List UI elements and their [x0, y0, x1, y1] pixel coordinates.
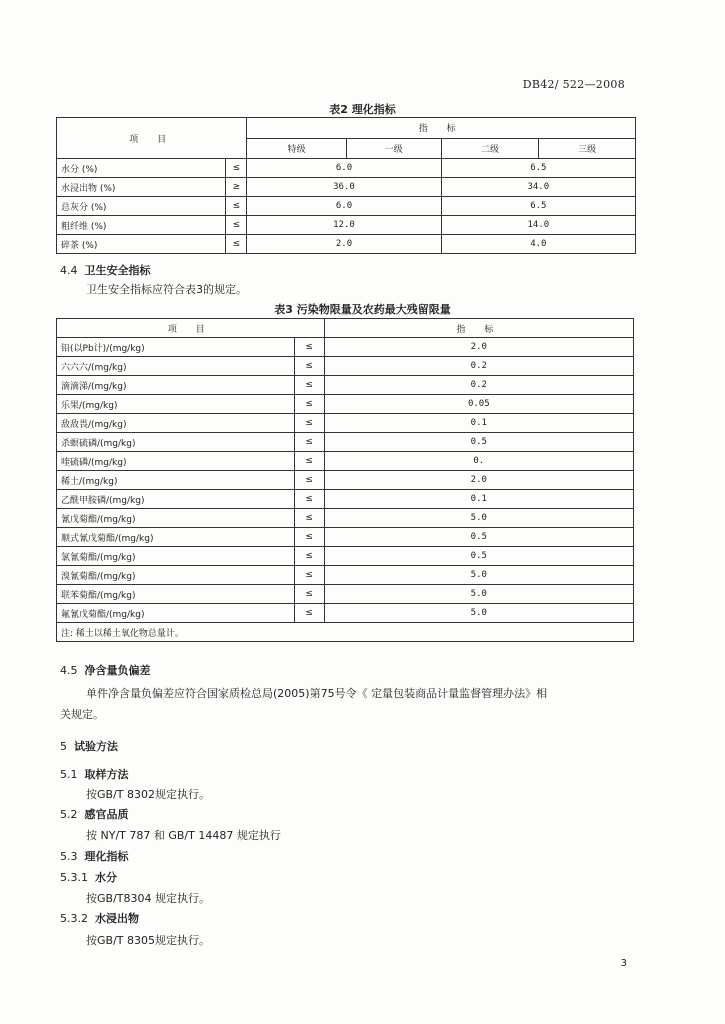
- row-name: 铅(以Pb计)/(mg/kg): [57, 338, 295, 357]
- row-value: 0.5: [324, 528, 633, 547]
- row-name: 氟氰戊菊酯/(mg/kg): [57, 604, 295, 623]
- section-number: 5.1: [60, 768, 78, 781]
- section-4-5-text-line2: 关规定。: [60, 708, 104, 721]
- table-row: [57, 338, 634, 357]
- row-name: 杀螟硫磷/(mg/kg): [57, 433, 295, 452]
- section-4-5-heading: [60, 662, 151, 678]
- table-row: [57, 395, 634, 414]
- row-name: 稀土/(mg/kg): [57, 471, 295, 490]
- row-value: 5.0: [324, 566, 633, 585]
- row-name: 总灰分 (%): [57, 197, 226, 216]
- table2-header-item: 项 目: [57, 118, 247, 159]
- table-row: [57, 376, 634, 395]
- row-symbol: ≤: [294, 338, 324, 357]
- table-row: [57, 433, 634, 452]
- row-value: 0.: [324, 452, 633, 471]
- table-row: [57, 509, 634, 528]
- table2-header-index: 指 标: [247, 118, 636, 139]
- row-value: 6.0: [247, 159, 441, 178]
- row-value: 4.0: [441, 235, 635, 254]
- section-number: 5.3.1: [60, 871, 88, 884]
- row-symbol: ≤: [294, 433, 324, 452]
- section-5-3-2-text: 按GB/T 8305规定执行。: [86, 934, 210, 947]
- section-5-3-heading: [60, 848, 129, 864]
- section-5-heading: [60, 738, 118, 754]
- row-symbol: ≤: [294, 490, 324, 509]
- section-5-1-heading: [60, 766, 129, 782]
- row-name: 氯氰菊酯/(mg/kg): [57, 547, 295, 566]
- table-row: [57, 216, 636, 235]
- row-name: 粗纤维 (%): [57, 216, 226, 235]
- row-symbol: ≤: [294, 604, 324, 623]
- section-5-3-1-heading: [60, 869, 117, 885]
- row-symbol: ≤: [294, 376, 324, 395]
- table3-note: 注: 稀土以稀土氧化物总量计。: [57, 623, 634, 642]
- row-name: 水浸出物 (%): [57, 178, 226, 197]
- table3-contaminant-limits: [56, 318, 634, 642]
- section-4-4-heading: [60, 262, 151, 278]
- row-name: 滴滴涕/(mg/kg): [57, 376, 295, 395]
- table-row: [57, 178, 636, 197]
- row-value: 2.0: [324, 471, 633, 490]
- table2-grade: 一级: [346, 138, 441, 159]
- row-name: 氰戊菊酯/(mg/kg): [57, 509, 295, 528]
- row-value: 0.5: [324, 547, 633, 566]
- row-value: 12.0: [247, 216, 441, 235]
- table3-caption: 表3 污染物限量及农药最大残留限量: [274, 303, 451, 316]
- page-number: 3: [620, 958, 627, 969]
- row-value: 14.0: [441, 216, 635, 235]
- row-name: 水分 (%): [57, 159, 226, 178]
- row-symbol: ≤: [294, 547, 324, 566]
- section-title: 理化指标: [84, 850, 129, 863]
- row-value: 34.0: [441, 178, 635, 197]
- table-row: [57, 604, 634, 623]
- row-symbol: ≤: [294, 452, 324, 471]
- section-5-2-heading: [60, 806, 129, 822]
- table3-header-item: 项 目: [57, 319, 325, 338]
- section-4-4-text: 卫生安全指标应符合表3的规定。: [86, 283, 247, 296]
- row-name: 碎茶 (%): [57, 235, 226, 254]
- row-value: 5.0: [324, 604, 633, 623]
- section-title: 感官品质: [84, 808, 129, 821]
- row-symbol: ≤: [294, 414, 324, 433]
- table-row: [57, 235, 636, 254]
- row-symbol: ≤: [226, 197, 247, 216]
- row-value: 0.1: [324, 414, 633, 433]
- row-symbol: ≤: [294, 566, 324, 585]
- table-row: [57, 159, 636, 178]
- row-value: 0.2: [324, 376, 633, 395]
- table-row: [57, 471, 634, 490]
- row-name: 六六六/(mg/kg): [57, 357, 295, 376]
- row-value: 6.5: [441, 159, 635, 178]
- row-value: 0.2: [324, 357, 633, 376]
- table-row: [57, 566, 634, 585]
- table2-grade: 特级: [247, 138, 347, 159]
- row-value: 5.0: [324, 585, 633, 604]
- document-code-header: DB42/ 522—2008: [522, 78, 625, 91]
- row-value: 2.0: [324, 338, 633, 357]
- row-name: 喹硫磷/(mg/kg): [57, 452, 295, 471]
- section-number: 5.2: [60, 808, 78, 821]
- table-row: [57, 547, 634, 566]
- row-value: 0.5: [324, 433, 633, 452]
- section-number: 5.3: [60, 850, 78, 863]
- table-row: [57, 197, 636, 216]
- row-symbol: ≤: [226, 159, 247, 178]
- table-row: [57, 490, 634, 509]
- row-value: 2.0: [247, 235, 441, 254]
- section-5-1-text: 按GB/T 8302规定执行。: [86, 788, 210, 801]
- section-number: 4.4: [60, 264, 78, 277]
- table2-physicochemical: [56, 117, 636, 254]
- row-symbol: ≤: [294, 585, 324, 604]
- table-row: [57, 585, 634, 604]
- row-symbol: ≤: [294, 395, 324, 414]
- row-symbol: ≤: [294, 357, 324, 376]
- table-row: [57, 452, 634, 471]
- table-row: [57, 357, 634, 376]
- row-symbol: ≤: [294, 509, 324, 528]
- row-name: 敌敌畏/(mg/kg): [57, 414, 295, 433]
- row-value: 6.5: [441, 197, 635, 216]
- table2-caption: 表2 理化指标: [329, 103, 396, 116]
- section-number: 4.5: [60, 664, 78, 677]
- row-value: 6.0: [247, 197, 441, 216]
- section-5-2-text: 按 NY/T 787 和 GB/T 14487 规定执行: [86, 829, 281, 842]
- row-symbol: ≥: [226, 178, 247, 197]
- row-symbol: ≤: [294, 471, 324, 490]
- row-value: 36.0: [247, 178, 441, 197]
- row-name: 乐果/(mg/kg): [57, 395, 295, 414]
- section-title: 水浸出物: [95, 912, 139, 925]
- row-symbol: ≤: [226, 235, 247, 254]
- row-name: 溴氰菊酯/(mg/kg): [57, 566, 295, 585]
- row-name: 乙酰甲胺磷/(mg/kg): [57, 490, 295, 509]
- section-title: 净含量负偏差: [84, 664, 151, 677]
- section-5-3-2-heading: [60, 910, 139, 926]
- row-name: 联苯菊酯/(mg/kg): [57, 585, 295, 604]
- section-title: 卫生安全指标: [84, 264, 151, 277]
- row-symbol: ≤: [226, 216, 247, 235]
- row-value: 0.1: [324, 490, 633, 509]
- section-4-5-text-line1: 单件净含量负偏差应符合国家质检总局(2005)第75号令《 定量包装商品计量监督管理办法》相: [86, 687, 548, 700]
- row-name: 顺式氰戊菊酯/(mg/kg): [57, 528, 295, 547]
- section-number: 5.3.2: [60, 912, 88, 925]
- table2-grade: 三级: [539, 138, 636, 159]
- section-title: 试验方法: [74, 740, 118, 753]
- row-value: 0.05: [324, 395, 633, 414]
- section-title: 取样方法: [84, 768, 129, 781]
- row-value: 5.0: [324, 509, 633, 528]
- section-5-3-1-text: 按GB/T8304 规定执行。: [86, 892, 210, 905]
- section-title: 水分: [95, 871, 117, 884]
- section-number: 5: [60, 740, 67, 753]
- row-symbol: ≤: [294, 528, 324, 547]
- table-row: [57, 414, 634, 433]
- table2-grade: 二级: [441, 138, 539, 159]
- table-row: [57, 528, 634, 547]
- table3-header-index: 指 标: [324, 319, 633, 338]
